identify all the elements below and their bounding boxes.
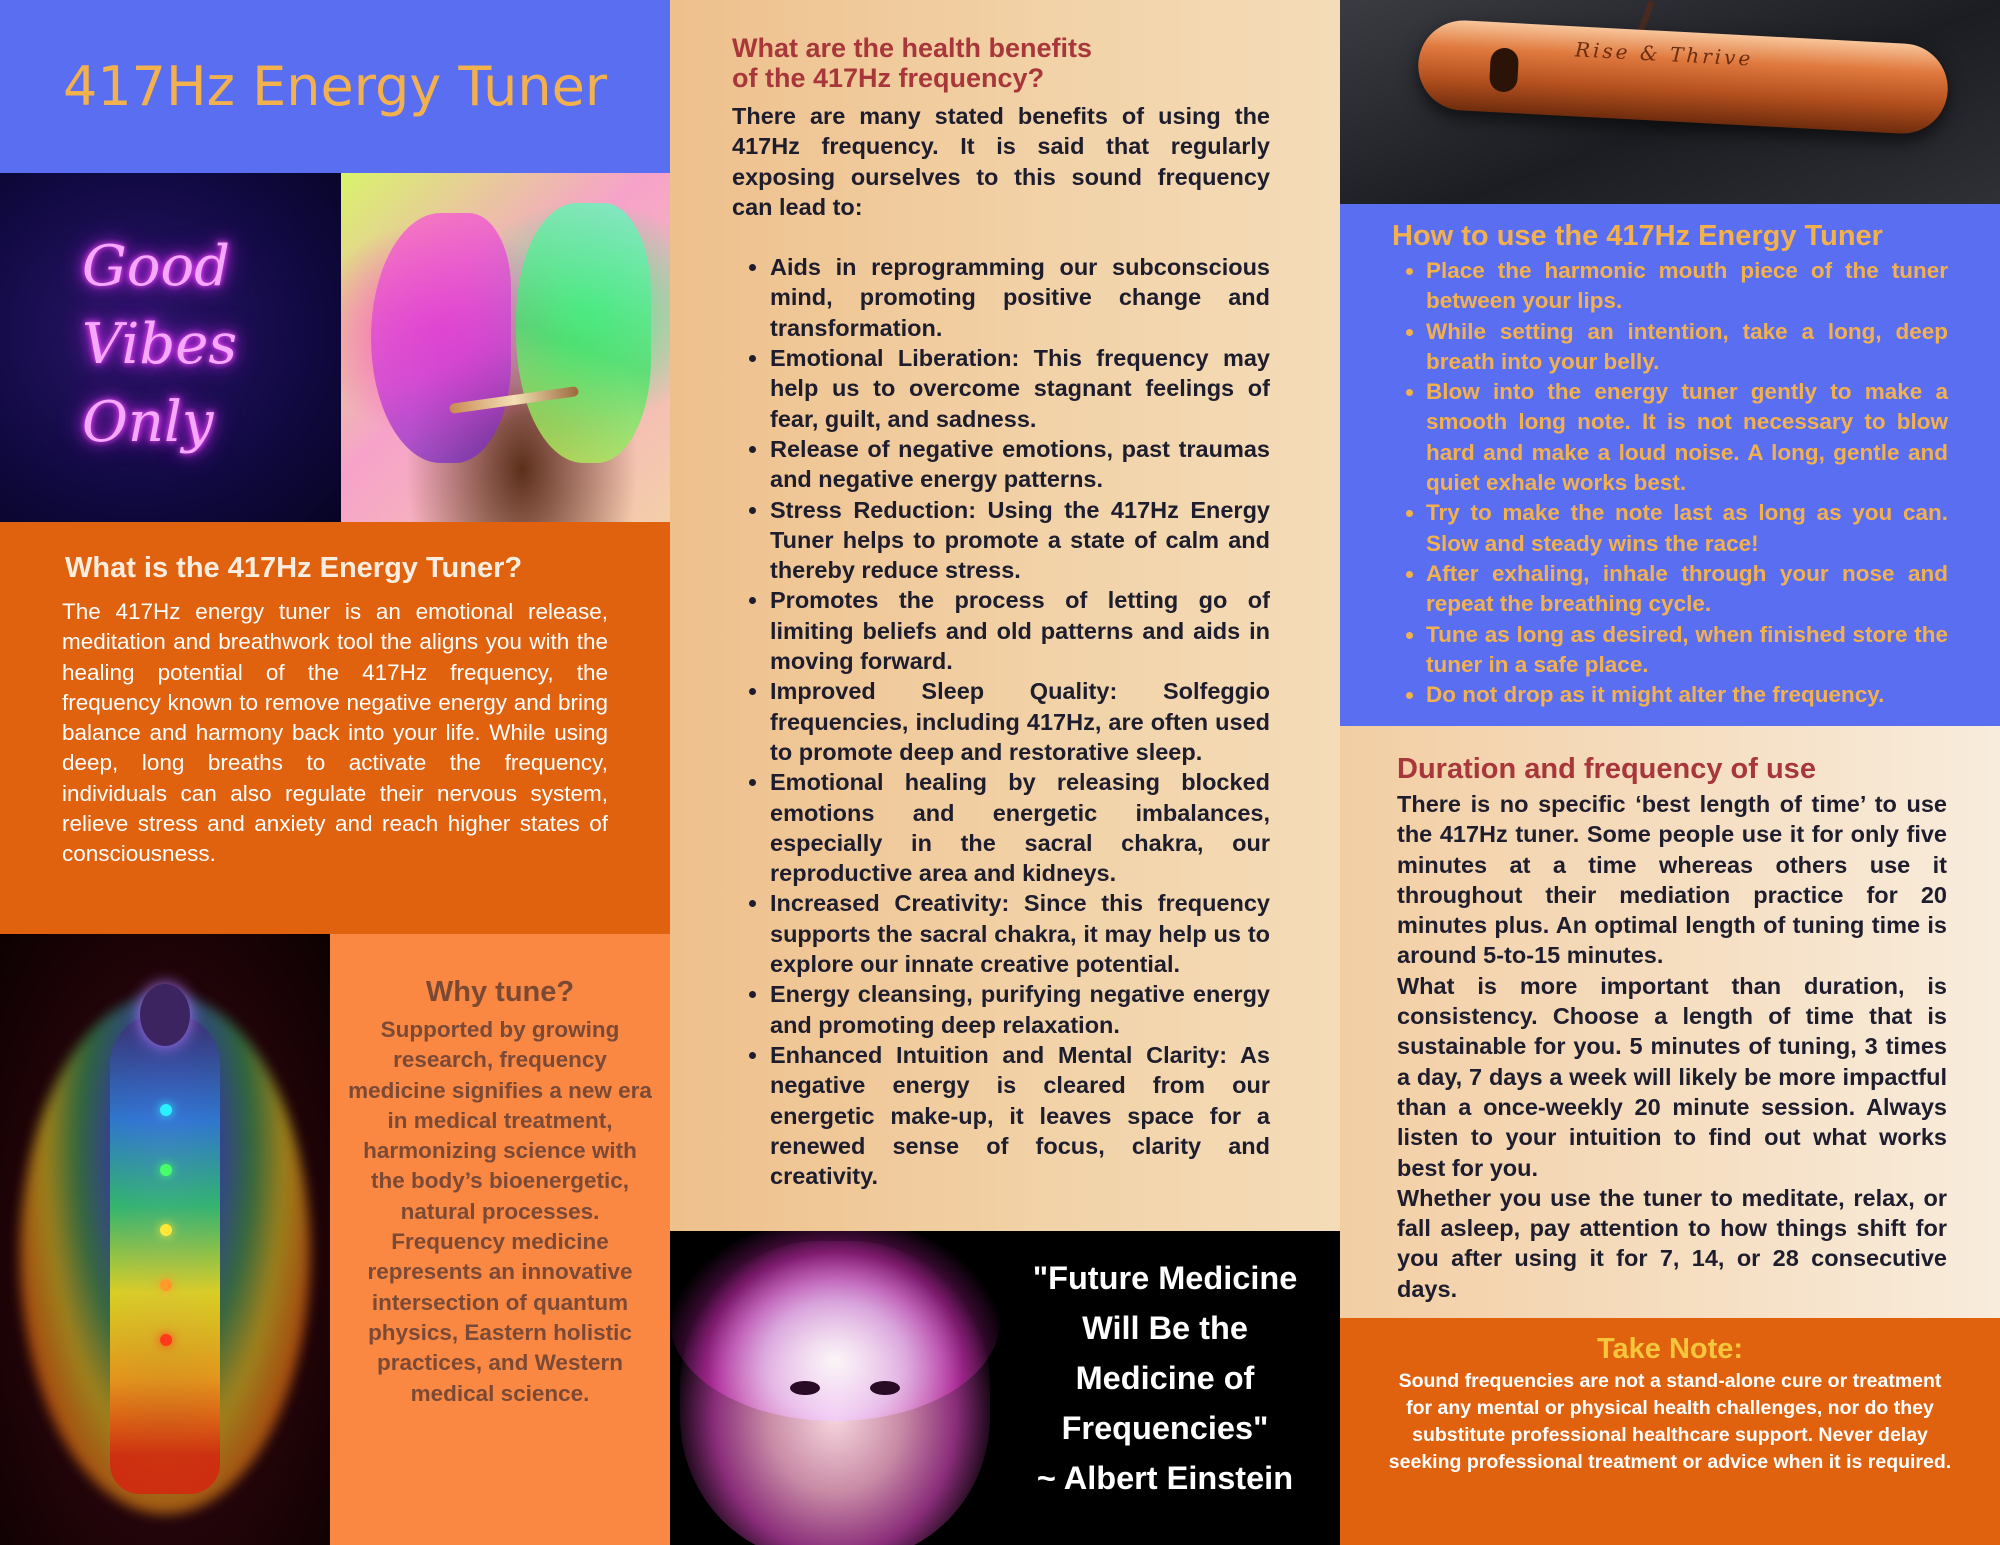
tuner-engraving: Rise & Thrive <box>1574 37 1754 71</box>
benefit-item: • Aids in reprogramming our subconscious mind, promoting positive change and transformation. <box>770 252 1270 343</box>
health-benefits-intro: There are many stated benefits of using the 417Hz frequency. It is said that regularly exposing ourselves to this sound frequency can lead to: <box>732 103 1270 220</box>
benefit-item: • Release of negative emotions, past traumas and negative energy patterns. <box>770 434 1270 495</box>
duration-paragraph: What is more important than duration, is consistency. Choose a length of time that is sustainable for you. 5 minutes of tuning, 3 times a day, 7 days a week will likely be more impactful than a once-weekly 20 minute session. Always listen to your intuition to find out what works best for you. <box>1397 972 1947 1181</box>
how-to-step: • Tune as long as desired, when finished store the tuner in a safe place. <box>1426 620 1948 681</box>
how-to-step: • After exhaling, inhale through your nose and repeat the breathing cycle. <box>1426 559 1948 620</box>
take-note-heading: Take Note: <box>1596 1333 1744 1365</box>
health-benefits-heading <box>732 33 1152 93</box>
benefit-item: • Emotional healing by releasing blocked emotions and energetic imbalances, especially in the sacral chakra, our reproductive area and kidneys. <box>770 767 1270 888</box>
chakra-figure-image <box>0 934 330 1545</box>
why-tune-body: Supported by growing research, frequency medicine signifies a new era in medical treatment, harmonizing science with the body’s bioenergetic, natural processes. Frequency medicine represents an innovative intersection of quantum physics, Eastern holistic practices, and Western medical science. <box>348 1017 652 1406</box>
how-to-use-heading: How to use the 417Hz Energy Tuner <box>1392 220 1883 252</box>
quote-attribution: ~ Albert Einstein <box>1036 1460 1294 1496</box>
why-tune-section <box>330 934 670 1545</box>
what-is-heading: What is the 417Hz Energy Tuner? <box>65 552 523 584</box>
tuner-product-photo <box>1340 0 2000 204</box>
how-to-steps-list <box>1392 256 1948 710</box>
how-to-use-section <box>1340 204 2000 726</box>
chakra-point <box>160 1224 172 1236</box>
how-to-step: • Place the harmonic mouth piece of the tuner between your lips. <box>1426 256 1948 317</box>
duration-heading: Duration and frequency of use <box>1397 753 1816 785</box>
einstein-quote-panel <box>670 1231 1342 1545</box>
chakra-head <box>140 984 190 1046</box>
quote-line: Will Be the <box>1082 1310 1248 1346</box>
benefit-item: • Increased Creativity: Since this frequency supports the sacral chakra, it may help us to explore our innate creative potential. <box>770 888 1270 979</box>
duration-paragraph: Whether you use the tuner to meditate, relax, or fall asleep, pay attention to how things shift for you after using it for 7, 14, or 28 consecutive days. <box>1397 1184 1947 1302</box>
benefit-item: • Energy cleansing, purifying negative energy and promoting deep relaxation. <box>770 979 1270 1040</box>
duration-section <box>1340 726 2000 1318</box>
how-to-step: • Blow into the energy tuner gently to make a smooth long note. It is not necessary to blow hard and make a loud noise. A long, gentle and quiet exhale works best. <box>1426 377 1948 498</box>
take-note-section <box>1340 1318 2000 1545</box>
portrait-eye <box>870 1381 900 1395</box>
how-to-step: • While setting an intention, take a long, deep breath into your belly. <box>1426 317 1948 378</box>
benefit-item: • Improved Sleep Quality: Solfeggio frequencies, including 417Hz, are often used to promote deep and restorative sleep. <box>770 676 1270 767</box>
brochure-title: 417Hz Energy Tuner <box>62 55 608 118</box>
heading-line: of the 417Hz frequency? <box>732 63 1045 93</box>
chakra-body-silhouette <box>110 1014 220 1494</box>
what-is-body: The 417Hz energy tuner is an emotional release, meditation and breathwork tool the aligns you with the healing potential of the 417Hz frequency, the frequency known to remove negative energy and bring balance and harmony back into your life. While using deep, long breaths to activate the frequency, individuals can also regulate their nervous system, relieve stress and anxiety and reach higher states of consciousness. <box>62 599 608 867</box>
face-profile-left <box>371 213 511 463</box>
neon-line: Vibes <box>82 312 238 377</box>
benefit-item: • Stress Reduction: Using the 417Hz Energy Tuner helps to promote a state of calm and thereby reduce stress. <box>770 495 1270 586</box>
take-note-body: Sound frequencies are not a stand-alone cure or treatment for any mental or physical health challenges, nor do they substitute professional healthcare support. Never delay seeking professional treatment or advice when it is required. <box>1388 1370 1952 1473</box>
benefits-list <box>732 252 1270 1191</box>
benefit-item: • Promotes the process of letting go of limiting beliefs and old patterns and aids in moving forward. <box>770 585 1270 676</box>
chakra-point <box>160 1334 172 1346</box>
title-banner <box>0 0 670 173</box>
neon-line: Good <box>82 234 231 299</box>
neon-sign-image <box>0 173 341 522</box>
why-tune-heading: Why tune? <box>425 976 575 1008</box>
chakra-point <box>160 1164 172 1176</box>
quote-line: Frequencies" <box>1061 1410 1269 1446</box>
how-to-step: • Try to make the note last as long as you can. Slow and steady wins the race! <box>1426 498 1948 559</box>
quote-line: "Future Medicine <box>1032 1260 1298 1296</box>
duration-paragraph: There is no specific ‘best length of time’ to use the 417Hz tuner. Some people use it for only five minutes at a time whereas others use it throughout their mediation practice for 20 minutes plus. An optimal length of tuning time is around 5-to-15 minutes. <box>1397 791 1947 969</box>
how-to-step: • Do not drop as it might alter the frequency. <box>1426 680 1948 710</box>
neon-sign-text <box>82 228 237 462</box>
health-benefits-section <box>670 0 1340 1231</box>
tuner-mouth-slot <box>1489 47 1519 92</box>
quote-line: Medicine of <box>1075 1360 1255 1396</box>
what-is-section <box>0 522 670 934</box>
benefit-item: • Enhanced Intuition and Mental Clarity: As negative energy is cleared from our energetic make-up, it leaves space for a renewed sense of focus, clarity and creativity. <box>770 1040 1270 1191</box>
heading-line: What are the health benefits <box>732 33 1093 63</box>
neon-line: Only <box>82 390 214 455</box>
portrait-eye <box>790 1381 820 1395</box>
chakra-point <box>160 1104 172 1116</box>
face-profile-right <box>516 203 651 463</box>
benefit-item: • Emotional Liberation: This frequency may help us to overcome stagnant feelings of fear, guilt, and sadness. <box>770 343 1270 434</box>
tuning-faces-image <box>341 173 670 522</box>
einstein-quote <box>990 1253 1340 1503</box>
chakra-point <box>160 1279 172 1291</box>
